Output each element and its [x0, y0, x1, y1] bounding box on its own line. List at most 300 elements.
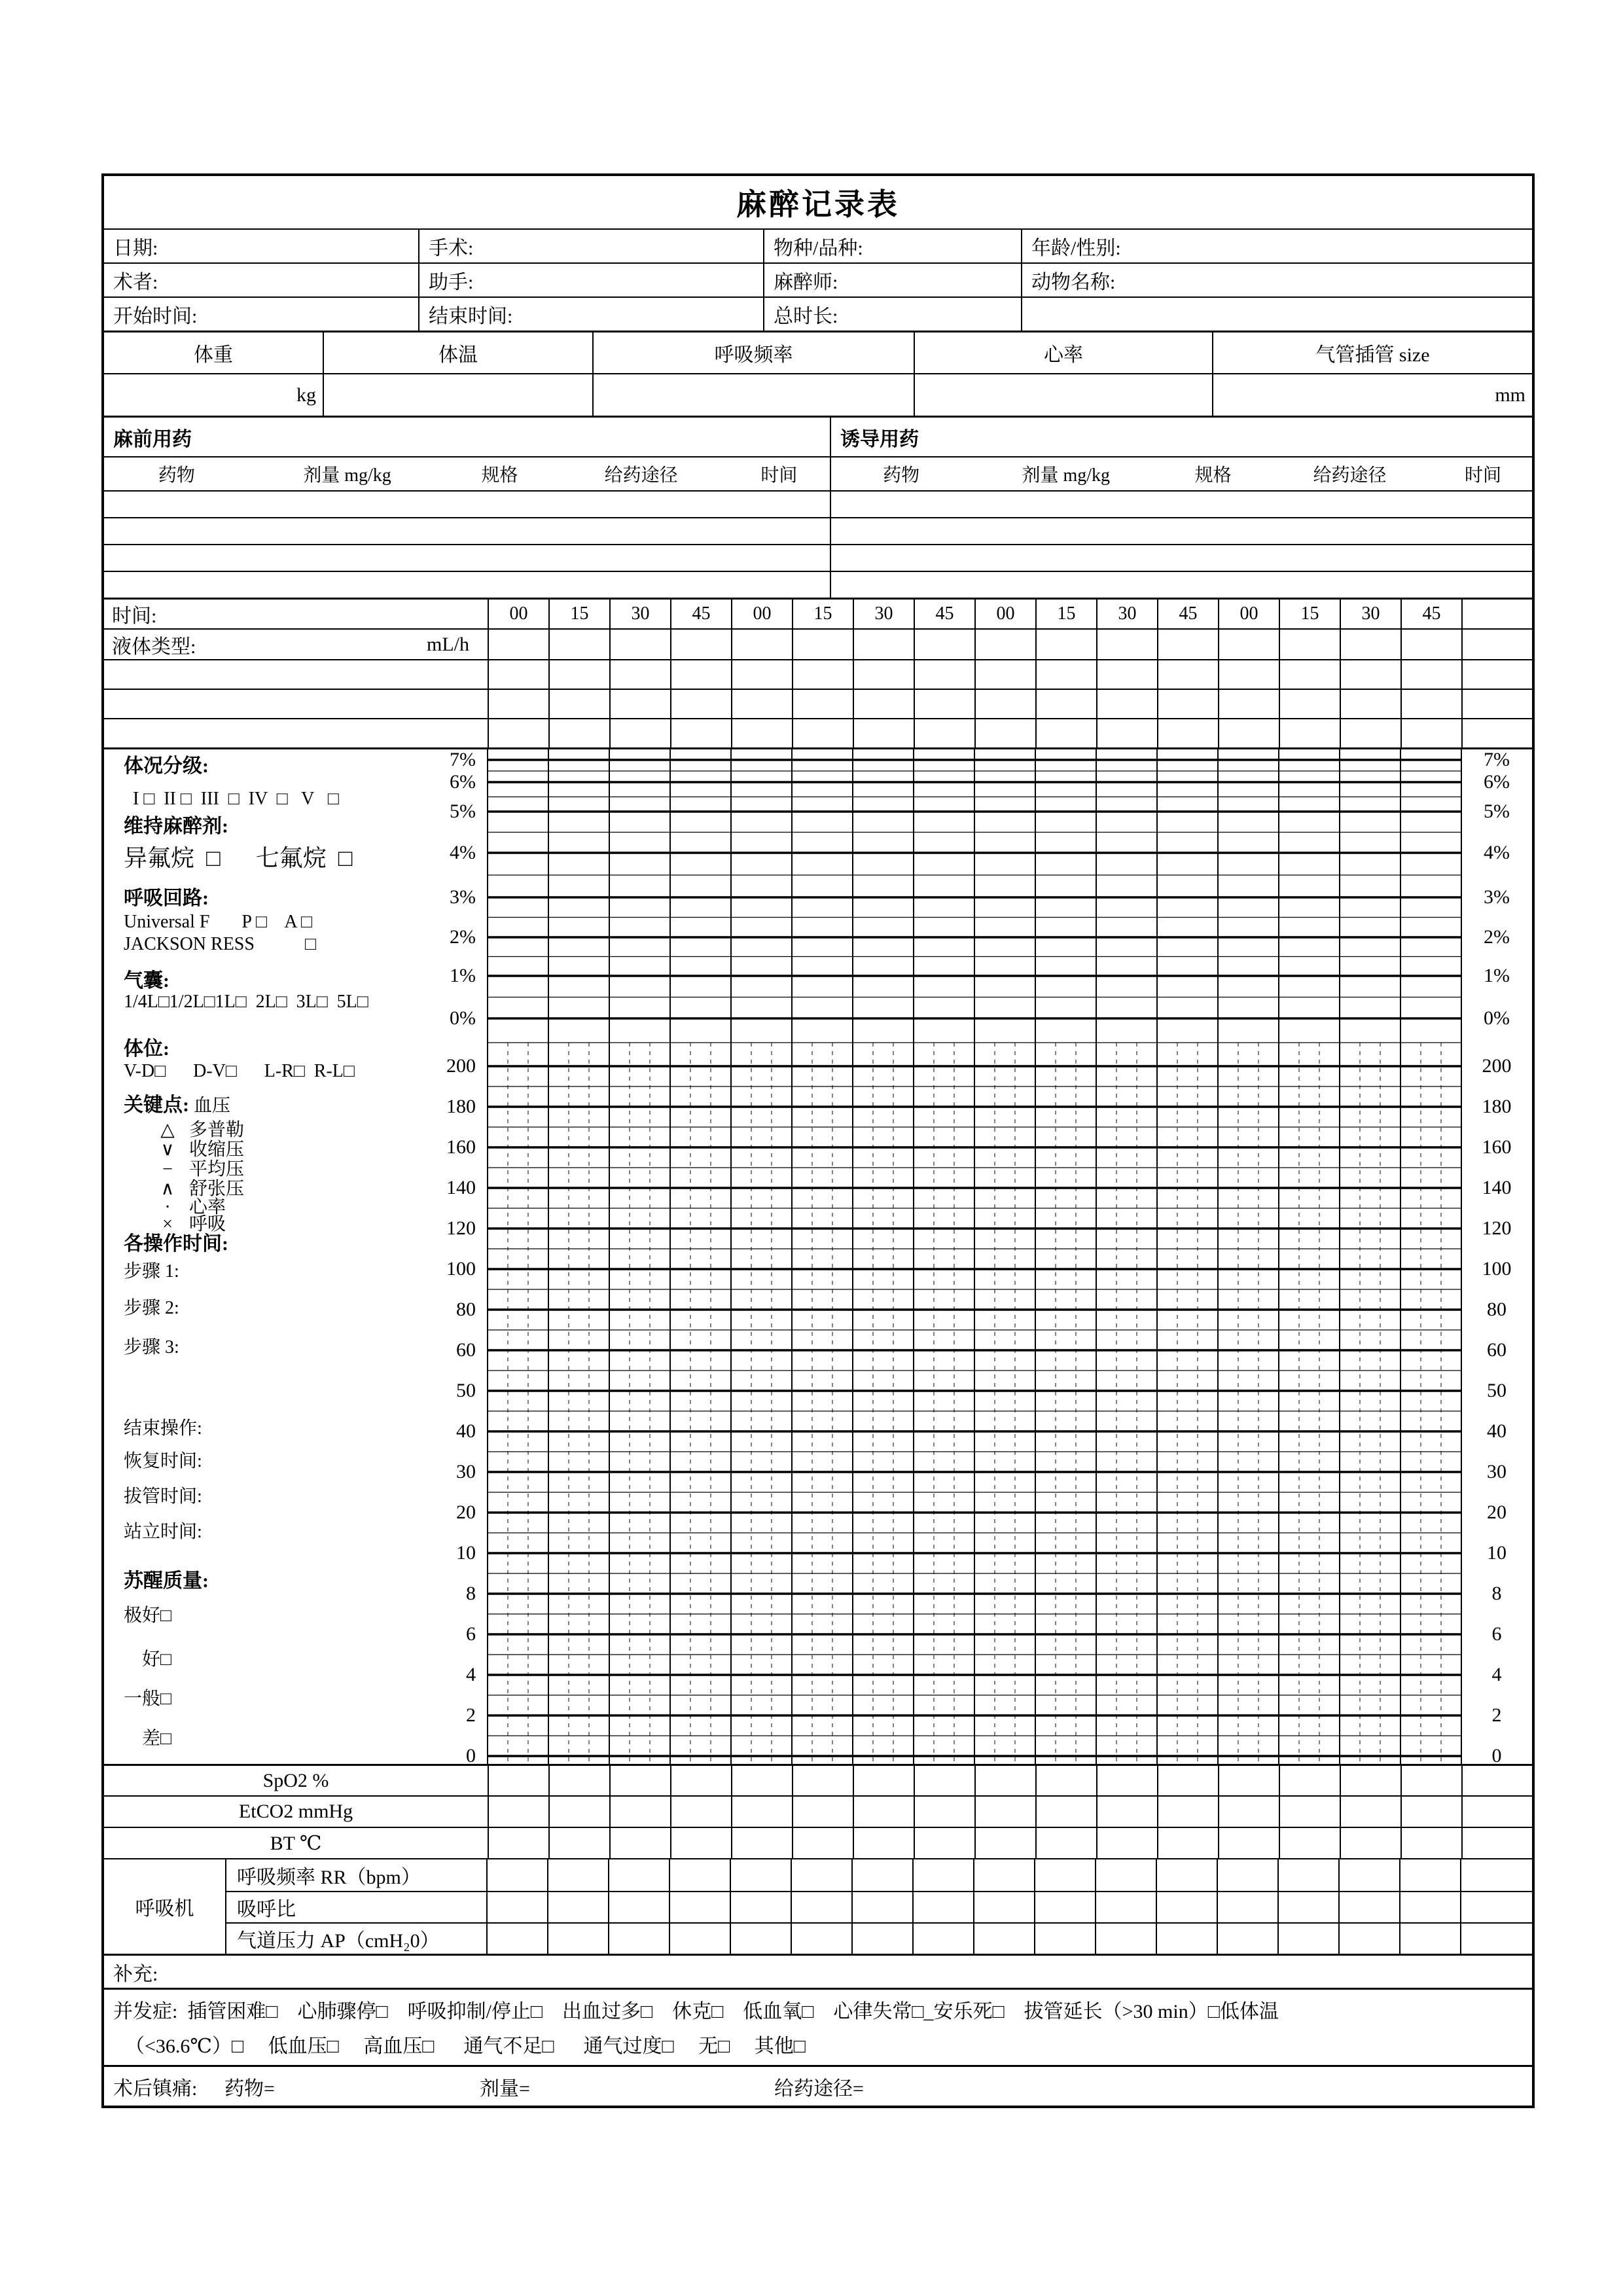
grid-cell — [1095, 1892, 1156, 1922]
grid-cell — [914, 660, 974, 689]
end-operation-label: 结束操作: — [124, 1418, 202, 1439]
grid-cell — [731, 719, 792, 747]
grid-cell — [1279, 1766, 1340, 1795]
anesthesia-chart-band — [104, 747, 1532, 1764]
grid-cell — [731, 630, 792, 659]
grid-cell — [914, 1797, 974, 1827]
grid-cell — [486, 1892, 547, 1922]
asa-grade-checkboxes: I □ II □ III □ IV □ V □ — [133, 789, 339, 809]
medication-entry-row — [104, 490, 1532, 517]
vitals-axis-label-right: 40 — [1487, 1420, 1507, 1442]
grid-cell — [791, 1892, 851, 1922]
grid-cell — [1035, 630, 1096, 659]
dash-icon: − — [162, 1159, 173, 1179]
grid-cell — [486, 1859, 547, 1891]
anesthesia-record-form — [101, 173, 1535, 2108]
grid-cell — [1340, 630, 1400, 659]
vitals-value-row — [104, 373, 1532, 416]
info-row-2 — [104, 262, 1532, 296]
grid-cell — [1218, 690, 1279, 718]
grid-cell — [1279, 1828, 1340, 1858]
premed-column-headers — [104, 457, 830, 490]
time-column-header: 时间 — [1464, 465, 1501, 486]
medication-entry-row — [104, 517, 1532, 544]
vitals-axis-label-left: 0 — [466, 1745, 476, 1764]
age-sex-field-label: 年龄/性别: — [1021, 230, 1532, 262]
heart-rate-header: 心率 — [914, 332, 1212, 373]
percent-axis-label-right: 3% — [1484, 886, 1510, 908]
grid-cell — [1034, 1924, 1095, 1954]
anesthetist-field-label: 麻醉师: — [763, 264, 1021, 296]
air-bag-size-checkboxes: 1/4L□1/2L□1L□ 2L□ 3L□ 5L□ — [124, 992, 368, 1012]
time-tick-cell: 15 — [548, 600, 609, 628]
grid-cell — [792, 630, 853, 659]
grid-cell — [1277, 1924, 1338, 1954]
grid-cell — [1096, 660, 1157, 689]
dose-column-header: 剂量 mg/kg — [1022, 465, 1111, 486]
grid-cell — [609, 660, 670, 689]
grid-cell — [609, 1828, 670, 1858]
respiratory-rate-value-cell — [592, 374, 914, 416]
fluid-type-row — [104, 628, 1532, 659]
postop-analgesia-row — [104, 2065, 1532, 2106]
ventilator-airway-pressure-label: 气道压力 AP（cmH₂0） — [225, 1924, 486, 1954]
percent-axis-label-left: 1% — [450, 965, 476, 986]
surgery-field-label: 手术: — [418, 230, 763, 262]
grid-cell — [973, 1924, 1034, 1954]
grid-cell — [973, 1859, 1034, 1891]
vitals-axis-label-right: 140 — [1482, 1177, 1512, 1198]
vitals-axis-label-right: 6 — [1491, 1623, 1502, 1645]
grid-cell — [548, 660, 609, 689]
vitals-axis-label-right: 60 — [1487, 1339, 1507, 1361]
vitals-axis-label-right: 10 — [1487, 1542, 1507, 1564]
percent-axis-label-left: 2% — [450, 926, 476, 948]
ventilator-airway-pressure-row — [225, 1922, 1532, 1954]
grid-cell — [853, 1766, 914, 1795]
time-tick-cell: 30 — [609, 600, 670, 628]
chevron-down-icon: ∨ — [160, 1139, 175, 1160]
time-row-label: 时间: — [112, 605, 157, 627]
form-title-row — [104, 176, 1532, 228]
grid-cell — [853, 719, 914, 747]
grid-cell — [670, 719, 731, 747]
ventilator-ie-ratio-row — [225, 1891, 1532, 1922]
drug-column-header: 药物 — [158, 465, 195, 486]
grid-cell — [792, 1828, 853, 1858]
grid-cell — [1157, 1797, 1218, 1827]
grid-cell — [548, 1828, 609, 1858]
grid-cell — [609, 1797, 670, 1827]
legend-respiration: × 呼吸 — [146, 1214, 226, 1235]
fluid-entry-row — [104, 718, 1532, 747]
vitals-axis-label-left: 8 — [466, 1583, 476, 1604]
grid-cell — [609, 719, 670, 747]
grid-cell — [1034, 1892, 1095, 1922]
air-bag-label: 气囊: — [124, 970, 169, 992]
grid-cell — [914, 690, 974, 718]
recovery-time-label: 恢复时间: — [124, 1451, 202, 1471]
grid-cell — [853, 690, 914, 718]
grid-cell — [548, 630, 609, 659]
grid-cell — [1096, 1766, 1157, 1795]
body-condition-label: 体况分级: — [124, 755, 209, 777]
grid-cell — [914, 719, 974, 747]
analgesia-route-field: 给药途径= — [774, 2077, 864, 2100]
grid-cell — [670, 1828, 731, 1858]
grid-cell — [853, 660, 914, 689]
ventilator-rr-row — [225, 1859, 1532, 1891]
grid-cell — [1156, 1892, 1217, 1922]
vitals-axis-label-left: 100 — [446, 1258, 476, 1280]
time-tick-cell: 00 — [488, 600, 548, 628]
time-tick-cell: 15 — [1035, 600, 1096, 628]
percent-axis-label-left: 0% — [450, 1007, 476, 1029]
time-tick-cell: 30 — [1096, 600, 1157, 628]
grid-cell — [669, 1859, 730, 1891]
dot-icon: · — [164, 1197, 171, 1217]
time-column-header: 时间 — [760, 465, 798, 486]
vitals-axis-label-right: 0 — [1491, 1745, 1502, 1764]
grid-cell — [1035, 1828, 1096, 1858]
recovery-quality-label: 苏醒质量: — [124, 1570, 209, 1592]
time-tick-cell: 45 — [914, 600, 974, 628]
grid-cell — [1279, 1797, 1340, 1827]
grid-cell — [1035, 690, 1096, 718]
analgesia-dose-field: 剂量= — [480, 2077, 530, 2100]
vitals-axis-label-left: 40 — [456, 1420, 476, 1442]
grid-cell — [1218, 1766, 1279, 1795]
page-title: 麻醉记录表 — [736, 188, 900, 221]
maintenance-anesthetic-label: 维持麻醉剂: — [124, 816, 228, 837]
grid-cell — [1157, 1766, 1218, 1795]
grid-cell — [1218, 1797, 1279, 1827]
operation-times-label: 各操作时间: — [124, 1233, 228, 1255]
quality-excellent-checkbox: 极好□ — [124, 1605, 171, 1626]
weight-header: 体重 — [194, 344, 233, 366]
quality-poor-checkbox: 差□ — [142, 1729, 171, 1749]
grid-cell — [1340, 1828, 1400, 1858]
grid-cell — [1218, 1828, 1279, 1858]
grid-cell — [1157, 719, 1218, 747]
legend-doppler: △ 多普勒 — [146, 1120, 244, 1141]
grid-cell — [731, 660, 792, 689]
supplement-row — [104, 1954, 1532, 1988]
vitals-axis-label-right: 8 — [1491, 1583, 1502, 1604]
percent-axis-label-right: 2% — [1484, 926, 1510, 948]
grid-cell — [974, 630, 1035, 659]
temperature-value-cell — [323, 374, 592, 416]
breathing-circuit-label: 呼吸回路: — [124, 888, 209, 909]
grid-cell — [488, 1797, 548, 1827]
percent-axis-label-left: 3% — [450, 886, 476, 908]
ventilator-block — [104, 1858, 1532, 1954]
standing-time-label: 站立时间: — [124, 1522, 202, 1542]
grid-cell — [608, 1892, 669, 1922]
vitals-axis-label-left: 30 — [456, 1461, 476, 1482]
legend-mean: − 平均压 — [146, 1159, 244, 1180]
etco2-row — [104, 1795, 1532, 1827]
grid-cell — [791, 1924, 851, 1954]
grid-cell — [1218, 630, 1279, 659]
animal-name-field-label: 动物名称: — [1021, 264, 1532, 296]
grid-cell — [670, 1766, 731, 1795]
grid-cell — [730, 1924, 791, 1954]
premed-section-title: 麻前用药 — [113, 428, 192, 450]
fluid-entry-row — [104, 689, 1532, 718]
grid-cell — [1399, 1859, 1460, 1891]
grid-cell — [609, 690, 670, 718]
grid-cell — [548, 719, 609, 747]
grid-cell — [1400, 1766, 1461, 1795]
percent-axis-label-right: 0% — [1484, 1007, 1510, 1029]
complications-row — [104, 1988, 1532, 2065]
percent-axis-label-right: 6% — [1484, 771, 1510, 793]
time-tick-cell: 00 — [974, 600, 1035, 628]
percent-axis-label-left: 4% — [450, 842, 476, 863]
time-ticks — [488, 600, 1461, 628]
grid-cell — [1277, 1859, 1338, 1891]
et-tube-size-header: 气管插管 size — [1212, 332, 1532, 373]
vitals-axis-label-left: 2 — [466, 1704, 476, 1726]
keypoints-label: 关键点: — [124, 1094, 189, 1116]
ventilator-ie-ratio-label: 吸呼比 — [225, 1892, 486, 1922]
grid-cell — [547, 1924, 608, 1954]
grid-cell — [1095, 1859, 1156, 1891]
grid-cell — [1340, 660, 1400, 689]
grid-cell — [1399, 1924, 1460, 1954]
grid-cell — [1279, 660, 1340, 689]
vitals-axis-label-right: 4 — [1491, 1664, 1502, 1685]
grid-cell — [1400, 1828, 1461, 1858]
grid-cell — [1399, 1892, 1460, 1922]
grid-cell — [792, 660, 853, 689]
extubation-time-label: 拔管时间: — [124, 1486, 202, 1507]
grid-cell — [974, 1797, 1035, 1827]
grid-cell — [1157, 690, 1218, 718]
vitals-axis-label-left: 140 — [446, 1177, 476, 1198]
postop-analgesia-label: 术后镇痛: — [113, 2077, 198, 2100]
grid-cell — [488, 660, 548, 689]
percent-axis-label-right: 7% — [1484, 749, 1510, 770]
vitals-axis-label-left: 60 — [456, 1339, 476, 1361]
complications-line-1: 并发症: 插管困难□ 心肺骤停□ 呼吸抑制/停止□ 出血过多□ 休克□ 低血氧□ 心律失常□_安乐死□ 拔管延长（>30 min）□低体温 — [113, 2001, 1279, 2022]
grid-cell — [1340, 719, 1400, 747]
vitals-axis-label-left: 120 — [446, 1217, 476, 1239]
info-empty-cell — [1021, 298, 1532, 331]
grid-cell — [1096, 1797, 1157, 1827]
grid-cell — [912, 1924, 973, 1954]
grid-cell — [792, 1766, 853, 1795]
grid-cell — [731, 1828, 792, 1858]
etco2-label: EtCO2 mmHg — [238, 1801, 353, 1822]
grid-cell — [488, 1766, 548, 1795]
percent-axis-label-left: 7% — [450, 749, 476, 770]
time-tick-cell: 15 — [792, 600, 853, 628]
vitals-axis-label-right: 30 — [1487, 1461, 1507, 1482]
percent-axis-label-right: 1% — [1484, 965, 1510, 986]
medication-entry-row — [104, 544, 1532, 571]
grid-cell — [488, 1828, 548, 1858]
time-tick-cell: 30 — [853, 600, 914, 628]
route-column-header: 给药途径 — [1313, 465, 1387, 486]
grid-cell — [1157, 660, 1218, 689]
respiratory-rate-header: 呼吸频率 — [592, 332, 914, 373]
vitals-axis-label-right: 100 — [1482, 1258, 1512, 1280]
grid-cell — [914, 630, 974, 659]
fluid-label-cell — [104, 630, 488, 659]
grid-cell — [974, 1828, 1035, 1858]
grid-cell — [1217, 1859, 1277, 1891]
spec-column-header: 规格 — [481, 465, 518, 486]
grid-cell — [1279, 690, 1340, 718]
circuit-jackson-checkbox: JACKSON RESS □ — [124, 934, 316, 954]
time-header-row — [104, 598, 1532, 628]
grid-cell — [670, 630, 731, 659]
grid-cell — [670, 690, 731, 718]
grid-cell — [547, 1892, 608, 1922]
grid-cell — [669, 1924, 730, 1954]
vitals-axis-label-right: 20 — [1487, 1501, 1507, 1523]
maintenance-anesthetic-checkboxes: 异氟烷 □ 七氟烷 □ — [124, 845, 353, 871]
grid-cell — [731, 1766, 792, 1795]
grid-cell — [1217, 1924, 1277, 1954]
vitals-axis-label-left: 180 — [446, 1096, 476, 1117]
grid-cell — [853, 1828, 914, 1858]
vitals-axis-label-left: 4 — [466, 1664, 476, 1685]
et-tube-size-unit: mm — [1212, 374, 1532, 416]
grid-cell — [670, 660, 731, 689]
vitals-axis-label-left: 6 — [466, 1623, 476, 1645]
time-tick-cell: 45 — [670, 600, 731, 628]
grid-cell — [1400, 630, 1461, 659]
grid-cell — [792, 719, 853, 747]
medication-column-headers — [104, 456, 1532, 490]
vitals-axis-label-left: 160 — [446, 1136, 476, 1158]
circuit-universal-checkboxes: Universal F P □ A □ — [124, 912, 312, 932]
grid-cell — [1156, 1859, 1217, 1891]
date-field-label: 日期: — [113, 238, 158, 259]
vitals-axis-label-left: 10 — [456, 1542, 476, 1564]
step-2-label: 步骤 2: — [124, 1298, 179, 1318]
grid-cell — [731, 1797, 792, 1827]
grid-cell — [1157, 630, 1218, 659]
grid-cell — [548, 1766, 609, 1795]
grid-cell — [974, 1766, 1035, 1795]
dose-column-header: 剂量 mg/kg — [303, 465, 391, 486]
step-3-label: 步骤 3: — [124, 1337, 179, 1357]
time-tick-cell: 00 — [1218, 600, 1279, 628]
grid-cell — [1338, 1924, 1399, 1954]
grid-cell — [609, 630, 670, 659]
grid-cell — [1340, 690, 1400, 718]
grid-cell — [669, 1892, 730, 1922]
time-extra-cell — [1461, 600, 1532, 628]
grid-cell — [486, 1924, 547, 1954]
grid-cell — [1035, 719, 1096, 747]
grid-cell — [730, 1892, 791, 1922]
grid-cell — [730, 1859, 791, 1891]
vitals-axis-label-right: 180 — [1482, 1096, 1512, 1117]
grid-cell — [914, 1766, 974, 1795]
legend-systolic: ∨ 收缩压 — [146, 1139, 244, 1160]
grid-cell — [670, 1797, 731, 1827]
vitals-axis-label-right: 200 — [1482, 1055, 1512, 1077]
keypoints-label-row — [124, 1095, 230, 1117]
fluid-cells — [488, 630, 1461, 659]
position-label: 体位: — [124, 1038, 169, 1060]
step-1-label: 步骤 1: — [124, 1261, 179, 1282]
grid-cell — [1277, 1892, 1338, 1922]
legend-heart-rate: · 心率 — [146, 1197, 226, 1218]
percent-axis-label-left: 6% — [450, 771, 476, 793]
supplement-label: 补充: — [113, 1963, 158, 1985]
position-checkboxes: V-D□ D-V□ L-R□ R-L□ — [124, 1061, 355, 1081]
grid-cell — [974, 719, 1035, 747]
spo2-row — [104, 1764, 1532, 1795]
induction-column-headers — [830, 457, 1532, 490]
surgeon-field-label: 术者: — [113, 272, 158, 293]
analgesia-drug-field: 药物= — [224, 2077, 275, 2100]
vitals-axis-label-right: 80 — [1487, 1299, 1507, 1320]
cross-icon: × — [162, 1214, 173, 1234]
grid-cell — [974, 690, 1035, 718]
vitals-axis-label-right: 120 — [1482, 1217, 1512, 1239]
info-row-1 — [104, 228, 1532, 262]
body-temp-row — [104, 1827, 1532, 1858]
grid-cell — [792, 690, 853, 718]
grid-cell — [1218, 660, 1279, 689]
grid-cell — [488, 719, 548, 747]
grid-cell — [1217, 1892, 1277, 1922]
grid-cell — [1035, 1766, 1096, 1795]
time-tick-cell: 45 — [1400, 600, 1461, 628]
grid-cell — [912, 1859, 973, 1891]
grid-cell — [609, 1766, 670, 1795]
grid-cell — [1156, 1924, 1217, 1954]
time-tick-cell: 30 — [1340, 600, 1400, 628]
spec-column-header: 规格 — [1194, 465, 1232, 486]
vitals-axis-label-left: 200 — [446, 1055, 476, 1077]
grid-cell — [853, 630, 914, 659]
assistant-field-label: 助手: — [418, 264, 763, 296]
ventilator-label: 呼吸机 — [135, 1898, 194, 1920]
grid-cell — [974, 660, 1035, 689]
medication-section-header — [104, 416, 1532, 456]
chevron-up-icon: ∧ — [160, 1179, 175, 1199]
grid-cell — [1095, 1924, 1156, 1954]
triangle-icon: △ — [160, 1120, 175, 1140]
vitals-axis-label-left: 80 — [456, 1299, 476, 1320]
start-time-field-label: 开始时间: — [113, 306, 198, 327]
vitals-axis-label-right: 50 — [1487, 1380, 1507, 1401]
grid-cell — [548, 690, 609, 718]
weight-unit: kg — [296, 384, 316, 406]
fluid-rate-unit: mL/h — [427, 633, 469, 655]
grid-cell — [853, 1797, 914, 1827]
grid-cell — [608, 1924, 669, 1954]
end-time-field-label: 结束时间: — [418, 298, 763, 331]
quality-good-checkbox: 好□ — [142, 1649, 171, 1670]
grid-cell — [547, 1859, 608, 1891]
heart-rate-value-cell — [914, 374, 1212, 416]
grid-cell — [608, 1859, 669, 1891]
grid-cell — [1340, 1766, 1400, 1795]
body-temp-label: BT ℃ — [270, 1832, 322, 1854]
info-row-3 — [104, 296, 1532, 331]
grid-cell — [791, 1859, 851, 1891]
species-field-label: 物种/品种: — [763, 230, 1021, 262]
